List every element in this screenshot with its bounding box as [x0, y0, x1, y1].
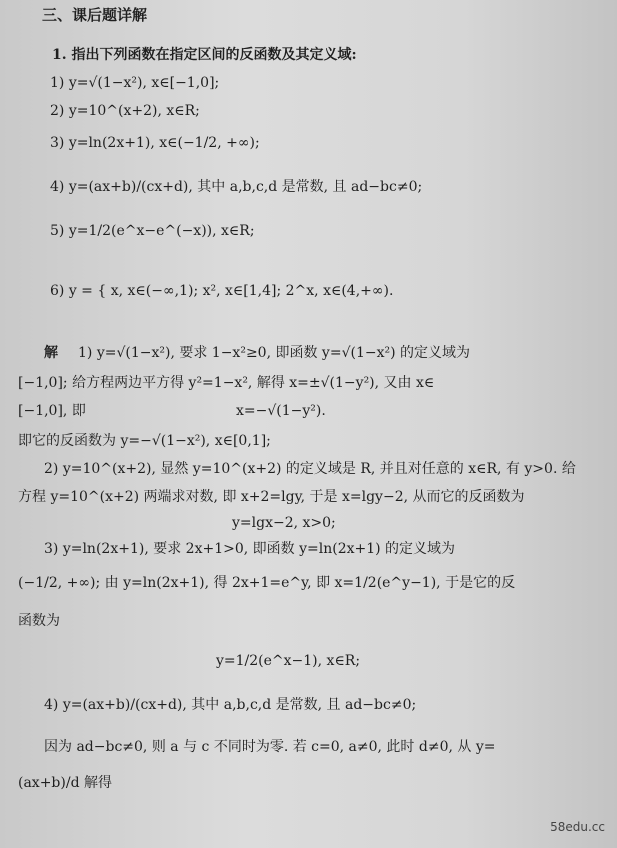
solution-label: 解	[44, 345, 58, 361]
question-item-5: 5) y=1/2(e^x−e^(−x)), x∈R;	[50, 223, 255, 239]
question-item-1: 1) y=√(1−x²), x∈[−1,0];	[50, 75, 220, 91]
solution-3-line-a: 3) y=ln(2x+1), 要求 2x+1>0, 即函数 y=ln(2x+1) 的定义域为	[44, 541, 456, 557]
solution-2-line-b: 方程 y=10^(x+2) 两端求对数, 即 x+2=lgy, 于是 x=lgy−2, 从而它的反函数为	[18, 489, 525, 505]
solution-4-line-a: 4) y=(ax+b)/(cx+d), 其中 a,b,c,d 是常数, 且 ad−bc≠0;	[44, 697, 417, 713]
solution-3-line-c: 函数为	[18, 613, 60, 629]
watermark: 58edu.cc	[550, 820, 605, 834]
solution-3-line-b: (−1/2, +∞); 由 y=ln(2x+1), 得 2x+1=e^y, 即 x=1/2(e^y−1), 于是它的反	[18, 575, 516, 591]
solution-1-line-c-equation: x=−√(1−y²).	[236, 403, 326, 419]
solution-1-line-b: [−1,0]; 给方程两边平方得 y²=1−x², 解得 x=±√(1−y²), 又由 x∈	[18, 375, 435, 391]
question-item-6: 6) y = { x, x∈(−∞,1); x², x∈[1,4]; 2^x, x∈(4,+∞).	[50, 283, 394, 299]
solution-1-line-d: 即它的反函数为 y=−√(1−x²), x∈[0,1];	[18, 433, 271, 449]
question-item-4: 4) y=(ax+b)/(cx+d), 其中 a,b,c,d 是常数, 且 ad−bc≠0;	[50, 179, 423, 195]
section-title: 三、课后题详解	[42, 6, 148, 24]
question-item-3: 3) y=ln(2x+1), x∈(−1/2, +∞);	[50, 135, 260, 151]
solution-4-line-b: 因为 ad−bc≠0, 则 a 与 c 不同时为零. 若 c=0, a≠0, 此时 d≠0, 从 y=	[44, 739, 496, 755]
solution-2-line-c: y=lgx−2, x>0;	[232, 515, 336, 531]
solution-1-line-a: 1) y=√(1−x²), 要求 1−x²≥0, 即函数 y=√(1−x²) 的定义域为	[78, 345, 471, 361]
solution-3-line-d: y=1/2(e^x−1), x∈R;	[216, 653, 361, 669]
question-prompt: 1. 指出下列函数在指定区间的反函数及其定义域:	[52, 47, 357, 63]
solution-1-line-c: [−1,0], 即	[18, 403, 86, 419]
question-item-2: 2) y=10^(x+2), x∈R;	[50, 103, 200, 119]
solution-4-line-c: (ax+b)/d 解得	[18, 775, 112, 791]
solution-2-line-a: 2) y=10^(x+2), 显然 y=10^(x+2) 的定义域是 R, 并且对任意的 x∈R, 有 y>0. 给	[44, 461, 576, 477]
